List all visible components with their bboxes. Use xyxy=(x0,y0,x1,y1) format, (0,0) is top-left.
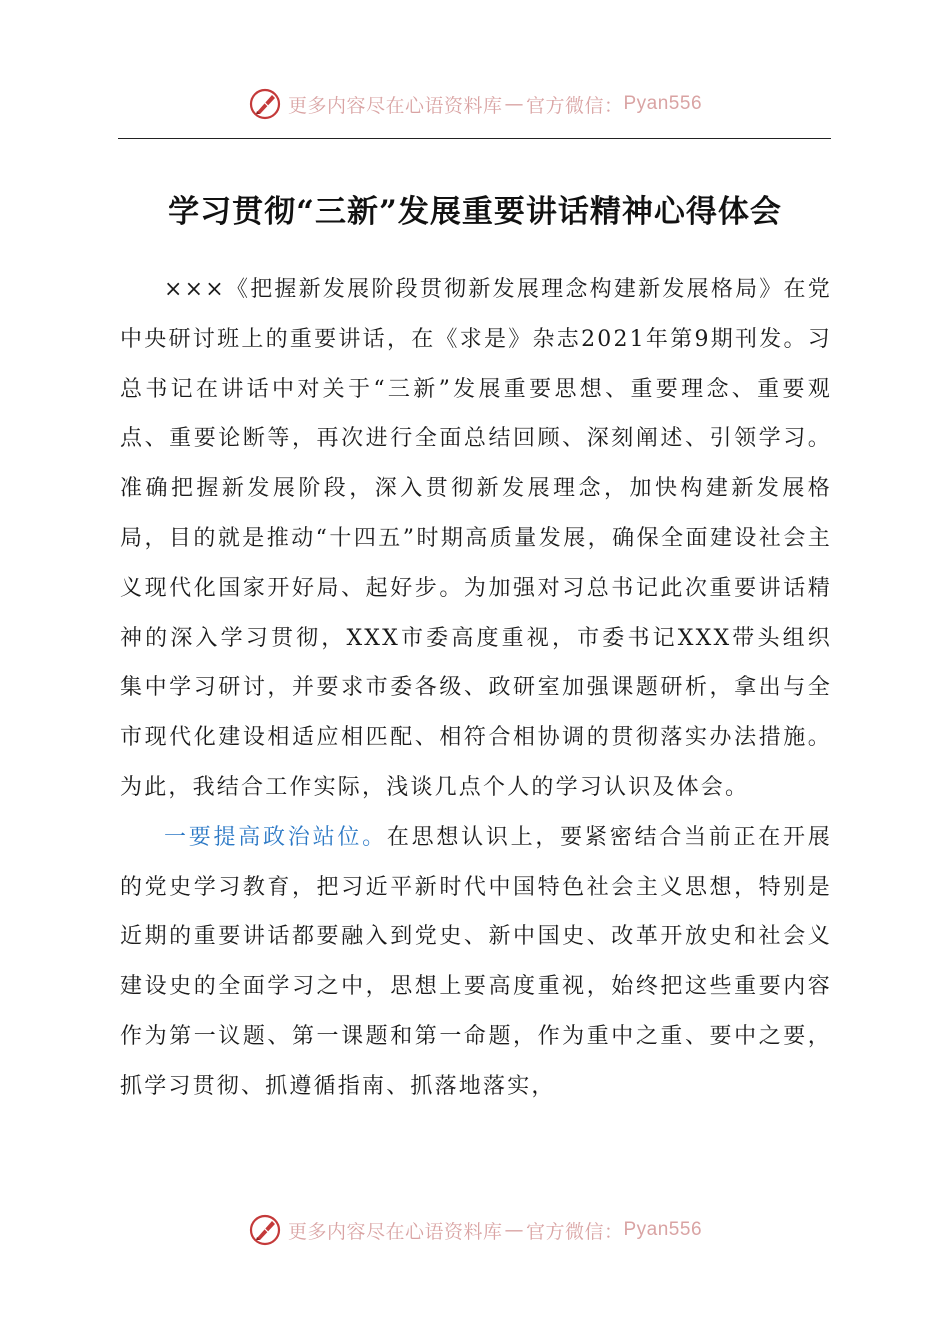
quill-logo-icon xyxy=(248,87,282,121)
header-divider xyxy=(118,138,831,139)
page-title: 学习贯彻“三新”发展重要讲话精神心得体会 xyxy=(168,194,782,230)
document-body xyxy=(120,265,832,1112)
wechat-label: 官方微信： xyxy=(525,94,624,117)
banner-text: 更多内容尽在心语资料库 xyxy=(287,94,503,117)
footer-wechat-label: 官方微信： xyxy=(525,1220,624,1243)
banner-separator: — xyxy=(504,93,524,115)
footer-banner xyxy=(0,1210,950,1250)
wechat-account: Pyan556 xyxy=(623,93,703,114)
header-banner xyxy=(0,84,950,124)
footer-banner-separator: — xyxy=(504,1219,524,1241)
footer-banner-text: 更多内容尽在心语资料库 xyxy=(287,1220,503,1243)
paragraph-point-one-body: 在思想认识上，要紧密结合当前正在开展的党史学习教育，把习近平新时代中国特色社会主义思想，特别是近期的重要讲话都要融入到党史、新中国史、改革开放史和社会义建设史的全面学习之中，思想上要高度重视，始终把这些重要内容作为第一议题、第一课题和第一命题，作为重中之重、要中之要，抓学习贯彻、抓遵循指南、抓落地落实， xyxy=(120,824,832,1099)
paragraph-point-one-heading: 一要提高政治站位。 xyxy=(164,824,387,850)
footer-wechat-account: Pyan556 xyxy=(623,1219,703,1240)
paragraph-point-one xyxy=(120,813,832,1112)
paragraph-intro: ×××《把握新发展阶段贯彻新发展理念构建新发展格局》在党中央研讨班上的重要讲话，在《求是》杂志2021年第9期刊发。习总书记在讲话中对关于“三新”发展重要思想、重要理念、重要观点、重要论断等，再次进行全面总结回顾、深刻阐述、引领学习。准确把握新发展阶段，深入贯彻新发展理念，加快构建新发展格局，目的就是推动“十四五”时期高质量发展，确保全面建设社会主义现代化国家开好局、起好步。为加强对习总书记此次重要讲话精神的深入学习贯彻，XXX市委高度重视，市委书记XXX带头组织集中学习研讨，并要求市委各级、政研室加强课题研析，拿出与全市现代化建设相适应相匹配、相符合相协调的贯彻落实办法措施。为此，我结合工作实际，浅谈几点个人的学习认识及体会。 xyxy=(120,277,832,800)
quill-logo-icon xyxy=(248,1213,282,1247)
